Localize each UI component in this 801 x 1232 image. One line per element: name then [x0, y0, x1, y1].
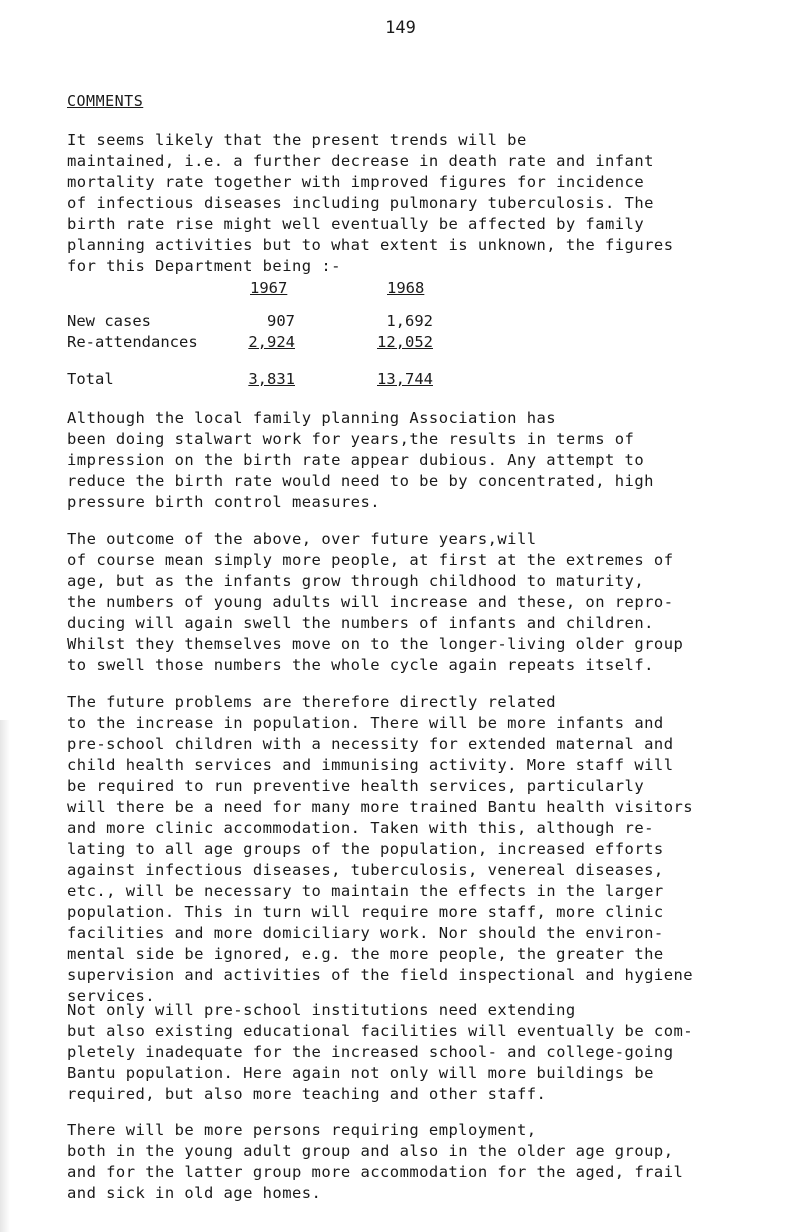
row-label-new-cases: New cases: [67, 312, 151, 330]
year-header-1967: 1967: [250, 279, 288, 297]
paragraph-outcome: The outcome of the above, over future years,will of course mean simply more people, at first at the extremes of age, but as the infants grow through childhood to maturity, the numbers of young adults will increase and these, on repro- ducing will again swell the numbers of infants and children. Whilst they themselves move on to the longer-living older group to swell those numbers the whole cycle again repeats itself.: [67, 530, 684, 674]
paragraph-education: Not only will pre-school institutions need extending but also existing educational facilities will eventually be com- pletely inadequate for the increased school- and college-going Bantu population. Here again not only will more buildings be required, but also more teaching and other staff.: [67, 1001, 694, 1103]
paragraph-family-planning: Although the local family planning Association has been doing stalwart work for years,the results in terms of impression on the birth rate appear dubious. Any attempt to reduce the birth rate would need to be by concentrated, high pressure birth control measures.: [67, 409, 654, 511]
row-label-re-attendances: Re-attendances: [67, 333, 198, 351]
paragraph-employment: There will be more persons requiring employment, both in the young adult group and also in the older age group, and for the latter group more accommodation for the aged, frail and sick in old age homes.: [67, 1121, 684, 1202]
section-heading: COMMENTS: [67, 92, 144, 110]
new-cases-1967: 907: [267, 312, 295, 330]
page-number: 149: [385, 18, 416, 38]
total-1968: 13,744: [377, 370, 433, 388]
page-edge-shadow: [0, 720, 10, 1232]
new-cases-1968: 1,692: [386, 312, 433, 330]
paragraph-future-problems: The future problems are therefore directly related to the increase in population. There will be more infants and pre-school children with a necessity for extended maternal and child health services and immunising activity. More staff will be required to run preventive health services, particularly will there be a need for many more trained Bantu health visitors and more clinic accommodation. Taken with this, although re- lating to all age groups of the population, increased efforts against infectious diseases, tuberculosis, venereal diseases, etc., will be necessary to maintain the effects in the larger population. This in turn will require more staff, more clinic facilities and more domiciliary work. Nor should the environ- mental side be ignored, e.g. the more people, the greater the supervision and activities of the field inspectional and hygiene services.: [67, 693, 694, 1005]
re-attendances-1968: 12,052: [377, 333, 433, 351]
row-label-total: Total: [67, 370, 114, 388]
year-header-1968: 1968: [387, 279, 425, 297]
paragraph-trends: It seems likely that the present trends will be maintained, i.e. a further decrease in death rate and infant mortality rate together with improved figures for incidence of infectious diseases including pulmonary tuberculosis. The birth rate rise might well eventually be affected by family planning activities but to what extent is unknown, the figures for this Department being :-: [67, 131, 674, 275]
total-1967: 3,831: [248, 370, 295, 388]
re-attendances-1967: 2,924: [248, 333, 295, 351]
